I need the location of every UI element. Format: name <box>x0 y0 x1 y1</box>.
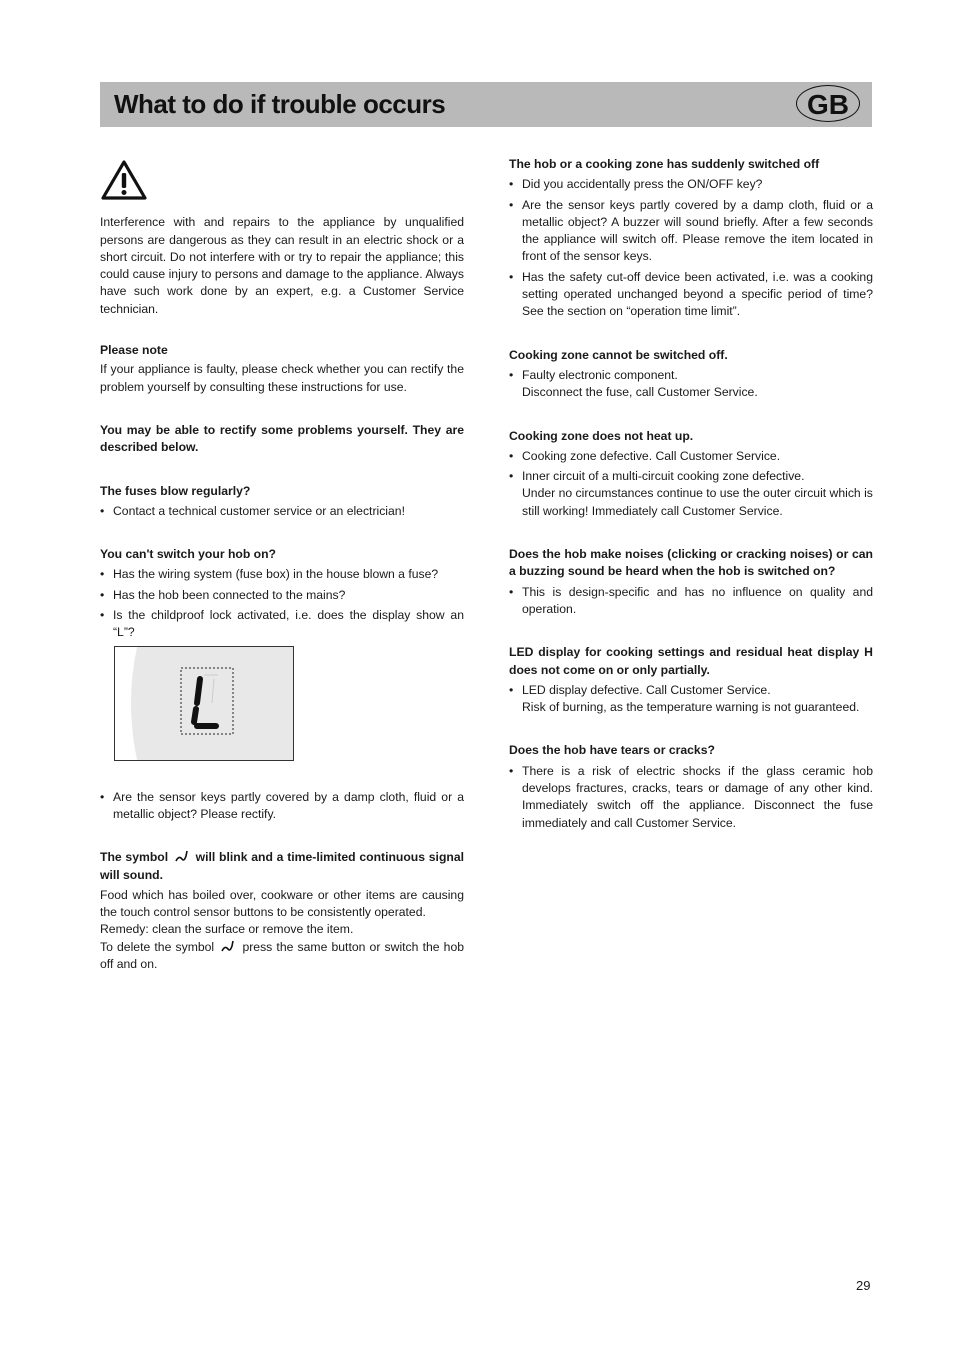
list-item: • Did you accidentally press the ON/OFF key? <box>509 177 763 192</box>
not-heat-section <box>509 428 873 520</box>
section-heading: The fuses blow regularly? <box>100 483 251 498</box>
please-note-text: If your appliance is faulty, please check whether you can rectify the problem yourself by consulting these instructions for use. <box>100 362 464 394</box>
page-number: 29 <box>856 1278 871 1293</box>
list-item: • Inner circuit of a multi-circuit cooking zone defective. Under no circumstances continue to use the outer circuit which is still working! Immediately call Customer Service. <box>509 469 873 518</box>
section-heading: Cooking zone does not heat up. <box>509 428 694 443</box>
language-badge: GB <box>796 85 860 122</box>
section-heading: Does the hob have tears or cracks? <box>509 743 715 758</box>
list-item: • LED display defective. Call Customer Service. Risk of burning, as the temperature warning is not guaranteed. <box>509 682 860 715</box>
section-heading: The symbol will blink and a time-limited continuous signal will sound. <box>100 850 464 882</box>
symbol-text-1: Food which has boiled over, cookware or other items are causing the touch control sensor buttons to be consistently operated. <box>100 887 464 920</box>
list-item: • Has the wiring system (fuse box) in the house blown a fuse? <box>100 567 439 582</box>
childlock-l-display-icon <box>114 646 294 761</box>
list-item: • This is design-specific and has no influence on quality and operation. <box>509 584 873 616</box>
section-heading: You can't switch your hob on? <box>100 547 277 562</box>
page-header <box>100 82 872 127</box>
list-item: • Are the sensor keys partly covered by a damp cloth, fluid or a metallic object? A buzzer will sound briefly. After a few seconds the appliance will switch off. Please remove the item located in front of the sensor keys. <box>509 197 873 264</box>
section-heading: Does the hob make noises (clicking or cracking noises) or can a buzzing sound be heard when the hob is switched on? <box>509 547 873 579</box>
list-item: • Has the hob been connected to the mains? <box>100 587 346 602</box>
list-item: • There is a risk of electric shocks if the glass ceramic hob develops fractures, cracks, tears or damage of any other kind. Immediately switch off the appliance. Disconnect the fuse immediately and call Customer Service. <box>509 763 873 830</box>
list-item: • Has the safety cut-off device been activated, i.e. was a cooking setting operated unchanged beyond a specific period of time? See the section on “operation time limit”. <box>509 269 873 319</box>
cannot-switch-off-section <box>509 347 873 402</box>
switch-on-section <box>100 546 464 823</box>
list-item: • Are the sensor keys partly covered by a damp cloth, fluid or a metallic object? Please rectify. <box>100 789 464 821</box>
signal-symbol-icon <box>174 850 190 864</box>
intro-text: Interference with and repairs to the appliance by unqualified persons are dangerous as they can result in an electric shock or a short circuit. Do not interfere with or try to repair the appliance; this could cause injury to persons and damage to the appliance. Always have such work done by an expert, e.g. a Customer Service technician. <box>100 215 464 316</box>
page-title: What to do if trouble occurs <box>114 89 446 119</box>
warning-triangle-icon <box>100 159 148 201</box>
section-heading: You may be able to rectify some problems yourself. They are described below. <box>100 422 464 455</box>
noises-section <box>509 546 873 618</box>
right-column <box>509 156 873 832</box>
cracks-section <box>509 742 873 831</box>
section-heading: Please note <box>100 343 168 358</box>
symbol-text-2: Remedy: clean the surface or remove the item. <box>100 922 354 937</box>
list-item: • Is the childproof lock activated, i.e. does the display show an “L”? <box>100 608 464 640</box>
switched-off-section <box>509 156 873 321</box>
list-item: • Contact a technical customer service or an electrician! <box>100 503 405 518</box>
list-item: • Faulty electronic component. Disconnect the fuse, call Customer Service. <box>509 367 758 400</box>
section-heading: LED display for cooking settings and residual heat display H does not come on or only partially. <box>509 645 873 677</box>
led-section <box>509 644 873 716</box>
left-column <box>100 150 464 973</box>
symbol-text-3: To delete the symbol press the same button or switch the hob off and on. <box>100 939 465 972</box>
please-note-section <box>100 342 464 396</box>
fuses-section <box>100 483 464 521</box>
signal-symbol-icon <box>220 940 236 954</box>
section-heading: Cooking zone cannot be switched off. <box>509 347 728 362</box>
rectify-section <box>100 422 464 457</box>
symbol-section <box>100 849 464 973</box>
list-item: • Cooking zone defective. Call Customer Service. <box>509 448 781 463</box>
section-heading: The hob or a cooking zone has suddenly switched off <box>509 157 820 171</box>
